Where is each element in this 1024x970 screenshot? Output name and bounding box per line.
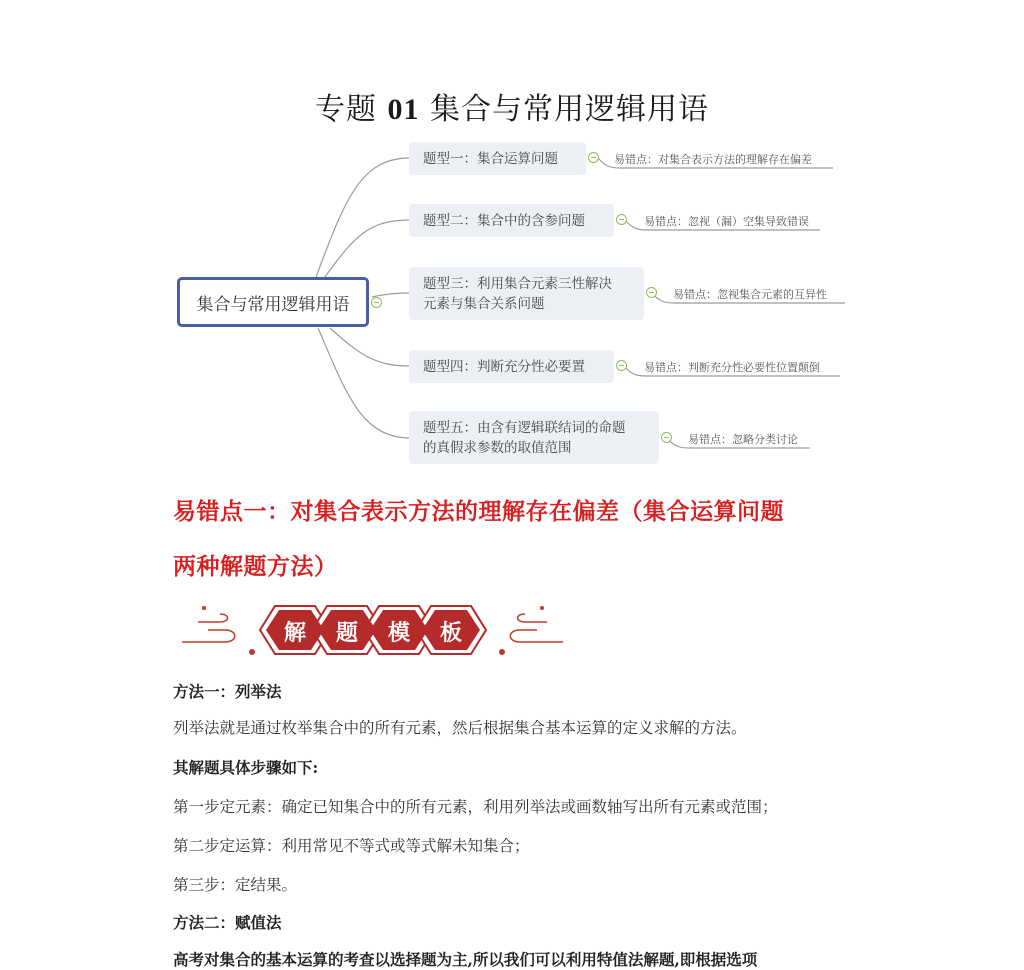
- steps-title: 其解题具体步骤如下:: [173, 758, 319, 777]
- pitfall-label-4: 易错点：判断充分性必要性位置颠倒: [644, 361, 820, 374]
- collapse-toggle-icon[interactable]: [371, 297, 382, 308]
- section-heading-line1: 易错点一：对集合表示方法的理解存在偏差（集合运算问题: [173, 499, 784, 525]
- topic-label: 题型二：集合中的含参问题: [423, 212, 585, 229]
- collapse-toggle-icon[interactable]: [616, 360, 627, 371]
- topic-label: 题型四：判断充分性必要置: [423, 358, 585, 375]
- mindmap-topic-5[interactable]: [409, 411, 659, 464]
- topic-label-line2: 元素与集合关系问题: [423, 295, 545, 312]
- pitfall-label-3: 易错点：忽视集合元素的互异性: [673, 288, 827, 301]
- method1-title: 方法一：列举法: [173, 682, 282, 701]
- title-text: 集合与常用逻辑用语: [430, 92, 710, 127]
- collapse-toggle-icon[interactable]: [661, 432, 672, 443]
- collapse-toggle-icon[interactable]: [646, 287, 657, 298]
- method2-description: 高考对集合的基本运算的考查以选择题为主,所以我们可以利用特值法解题,即根据选项: [173, 950, 758, 969]
- banner-char-4: 板: [439, 621, 462, 646]
- mindmap-connectors: [0, 0, 1024, 480]
- pitfall-label-2: 易错点：忽视（漏）空集导致错误: [644, 215, 809, 228]
- pitfall-label-1: 易错点：对集合表示方法的理解存在偏差: [614, 153, 812, 166]
- mindmap-root-node[interactable]: [177, 277, 369, 327]
- step-3: 第三步：定结果。: [173, 876, 298, 894]
- mindmap-topic-1[interactable]: [409, 142, 586, 175]
- topic-label: 题型三：利用集合元素三性解决: [423, 275, 612, 292]
- banner-char-1: 解: [283, 621, 306, 646]
- collapse-toggle-icon[interactable]: [616, 214, 627, 225]
- mindmap-topic-4[interactable]: [409, 350, 614, 383]
- root-label: 集合与常用逻辑用语: [196, 294, 350, 315]
- method2-title: 方法二：赋值法: [173, 913, 282, 932]
- method1-description: 列举法就是通过枚举集合中的所有元素，然后根据集合基本运算的定义求解的方法。: [173, 719, 747, 737]
- banner-decoration-icon: [180, 600, 565, 660]
- solution-template-banner: [180, 600, 565, 660]
- topic-label-line2: 的真假求参数的取值范围: [423, 439, 572, 456]
- title-number: 01: [387, 93, 420, 126]
- mindmap-topic-2[interactable]: [409, 204, 614, 237]
- collapse-toggle-icon[interactable]: [588, 152, 599, 163]
- banner-char-3: 模: [387, 621, 410, 646]
- mindmap-topic-3[interactable]: [409, 267, 644, 320]
- topic-label: 题型一：集合运算问题: [423, 150, 558, 167]
- banner-char-2: 题: [335, 621, 358, 646]
- pitfall-label-5: 易错点：忽略分类讨论: [688, 433, 798, 446]
- step-1: 第一步定元素：确定已知集合中的所有元素，利用列举法或画数轴写出所有元素或范围；: [173, 798, 778, 816]
- topic-label: 题型五：由含有逻辑联结词的命题: [423, 419, 626, 436]
- section-heading-line2: 两种解题方法）: [173, 554, 338, 580]
- step-2: 第二步定运算：利用常见不等式或等式解未知集合；: [173, 837, 530, 855]
- title-prefix: 专题: [314, 92, 377, 127]
